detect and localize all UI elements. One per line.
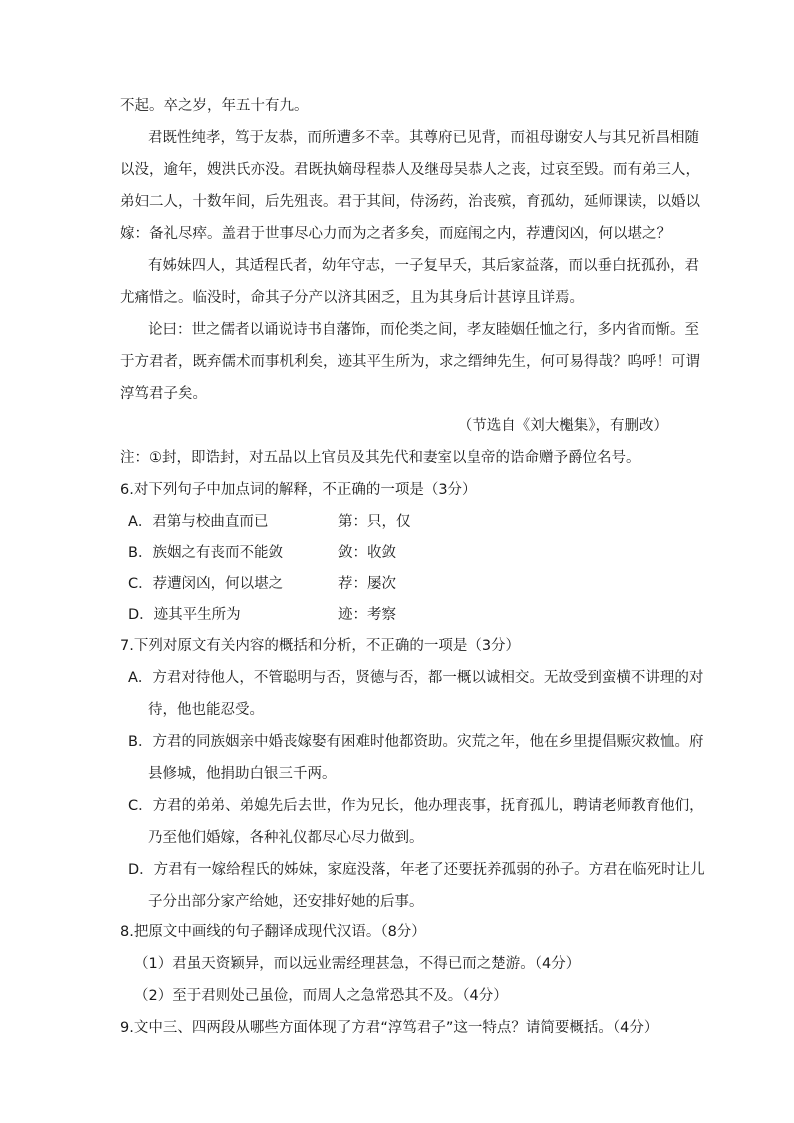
q7-option-c-cont: 乃至他们婚嫁，各种礼仪都尽心尽力做到。 xyxy=(148,830,424,846)
q7-option-a-cont: 待，他也能忍受。 xyxy=(148,702,264,718)
passage-line: 有姊妹四人，其适程氏者，幼年守志，一子复早夭，其后家益落，而以垂白抚孤孙，君 xyxy=(148,258,699,274)
q7-option-c: C．方君的弟弟、弟媳先后去世，作为兄长，他办理丧事，抚育孤儿，聘请老师教育他们， xyxy=(128,798,704,814)
question-8-stem: 8.把原文中画线的句子翻译成现代汉语。（8分） xyxy=(120,924,426,940)
passage-line: 嫁：备礼尽瘁。盖君于世事尽心力而为之者多矣，而庭闱之内，荐遭闵凶，何以堪之？ xyxy=(120,226,671,242)
q6-option-a: A．君第与校曲直而已 xyxy=(128,514,269,530)
source-citation: （节选自《刘大櫆集》，有删改） xyxy=(457,418,668,434)
question-7-stem: 7.下列对原文有关内容的概括和分析，不正确的一项是（3分） xyxy=(120,638,521,654)
q8-item-2: （2）至于君则处己虽俭，而周人之急常恐其不及。（4分） xyxy=(134,988,508,1004)
passage-line: 于方君者，既弃儒术而事机利矣，迹其平生所为，求之缙绅先生，何可易得哉？呜呼！可谓 xyxy=(120,354,700,370)
passage-line: 论曰：世之儒者以诵说诗书自藩饰，而伦类之间，孝友睦姻任恤之行，多内省而惭。至 xyxy=(148,322,699,338)
q6-option-d: D．迹其平生所为 xyxy=(128,607,241,623)
footnote: 注：①封，即诰封，对五品以上官员及其先代和妻室以皇帝的诰命赠予爵位名号。 xyxy=(120,450,641,466)
question-6-stem: 6.对下列句子中加点词的解释，不正确的一项是（3分） xyxy=(120,482,477,498)
q7-option-d: D．方君有一嫁给程氏的姊妹，家庭没落，年老了还要抚养孤弱的孙子。方君在临死时让儿 xyxy=(128,862,705,878)
question-9-stem: 9.文中三、四两段从哪些方面体现了方君“淳笃君子”这一特点？请简要概括。（4分） xyxy=(120,1020,659,1036)
q7-option-a: A．方君对待他人，不管聪明与否，贤德与否，都一概以诚相交。无故受到蛮横不讲理的对 xyxy=(128,670,704,686)
q6-option-c: C．荐遭闵凶，何以堪之 xyxy=(128,576,284,592)
passage-line: 以没，逾年，嫂洪氏亦没。君既执嫡母程恭人及继母吴恭人之丧，过哀至毁。而有弟三人， xyxy=(120,162,700,178)
q6-option-b-gloss: 敛：收敛 xyxy=(338,545,396,561)
passage-line: 淳笃君子矣。 xyxy=(120,386,207,402)
q6-option-d-gloss: 迹：考察 xyxy=(338,607,396,623)
passage-line: 尤痛惜之。临没时，命其子分产以济其困乏，且为其身后计甚谆且详焉。 xyxy=(120,290,584,306)
q8-item-1: （1）君虽天资颖异，而以远业需经理甚急，不得已而之楚游。（4分） xyxy=(134,956,581,972)
q6-option-a-gloss: 第：只，仅 xyxy=(338,514,411,530)
q6-option-b: B．族姻之有丧而不能敛 xyxy=(128,545,283,561)
passage-line: 不起。卒之岁，年五十有九。 xyxy=(120,98,309,114)
q7-option-b-cont: 县修城，他捐助白银三千两。 xyxy=(148,766,337,782)
passage-line: 君既性纯孝，笃于友恭，而所遭多不幸。其尊府已见背，而祖母谢安人与其兄祈昌相随 xyxy=(148,130,699,146)
passage-line: 弟妇二人，十数年间，后先殂丧。君于其间，侍汤药，治丧殡，育孤幼，延师课读，以婚以 xyxy=(120,194,700,210)
q7-option-b: B．方君的同族姻亲中婚丧嫁娶有困难时他都资助。灾荒之年，他在乡里提倡赈灾救恤。府 xyxy=(128,734,704,750)
q7-option-d-cont: 子分出部分家产给她，还安排好她的后事。 xyxy=(148,894,424,910)
q6-option-c-gloss: 荐：屡次 xyxy=(338,576,396,592)
